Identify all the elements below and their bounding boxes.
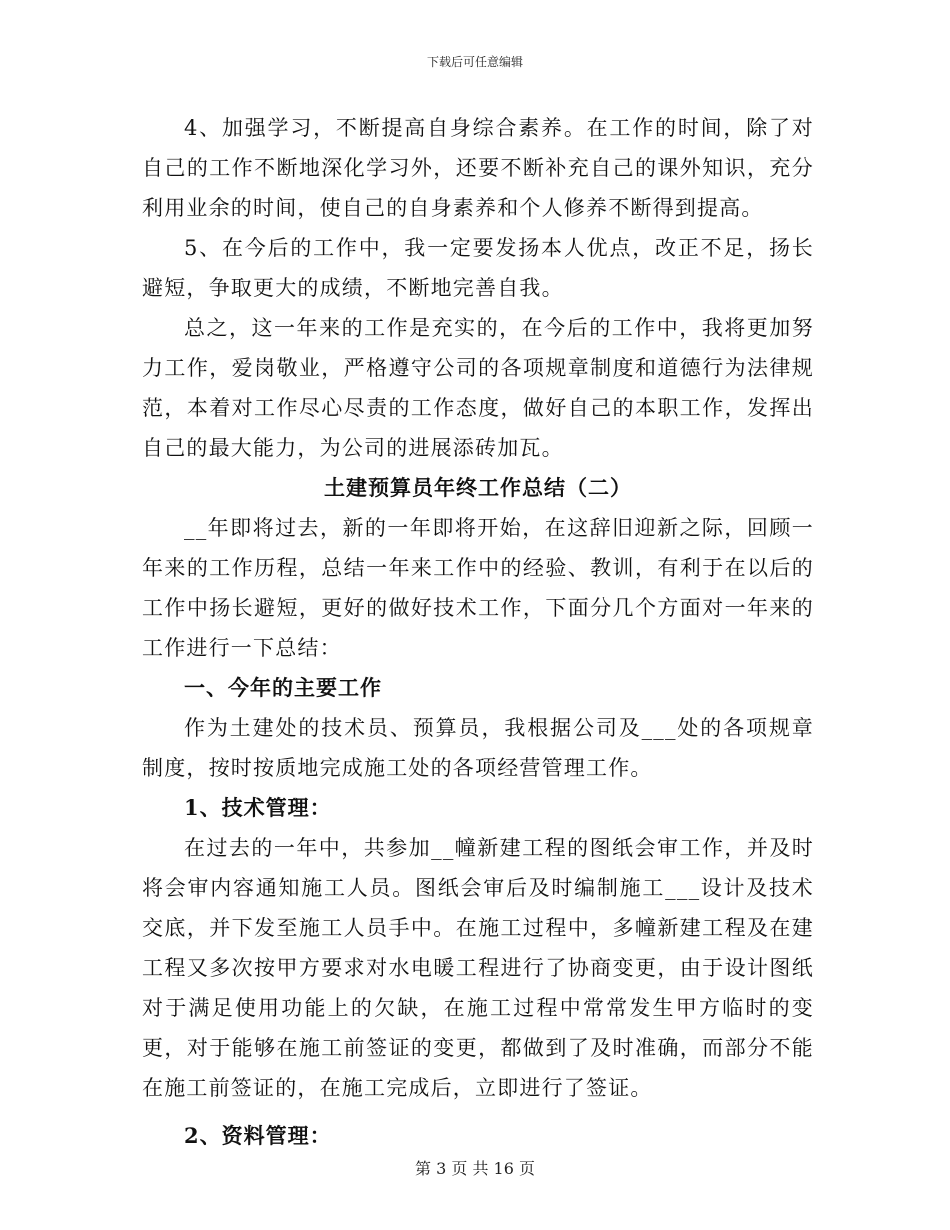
paragraph-role: 作为土建处的技术员、预算员，我根据公司及___处的各项规章制度，按时按质地完成施工处的各项经营管理工作。 [142, 716, 814, 780]
page-header: 下载后可任意编辑 [426, 55, 523, 69]
paragraph-intro: __年即将过去，新的一年即将开始，在这辞旧迎新之际，回顾一年来的工作历程，总结一年来工作中的经验、教训，有利于在以后的工作中扬长避短，更好的做好技术工作，下面分几个方面对一年来的工作进行一下总结： [142, 516, 814, 660]
document-body [142, 108, 814, 1156]
paragraph-study: 4、加强学习，不断提高自身综合素养。在工作的时间，除了对自己的工作不断地深化学习外，还要不断补充自己的课外知识，充分利用业余的时间，使自己的自身素养和个人修养不断得到提高。 [142, 116, 814, 220]
paragraph-summary: 总之，这一年来的工作是充实的，在今后的工作中，我将更加努力工作，爱岗敬业，严格遵守公司的各项规章制度和道德行为法律规范，本着对工作尽心尽责的工作态度，做好自己的本职工作，发挥出自己的最大能力，为公司的进展添砖加瓦。 [142, 316, 814, 460]
heading-tech-management: 1、技术管理： [184, 795, 332, 820]
section-title: 土建预算员年终工作总结（二） [324, 475, 632, 500]
heading-main-work: 一、今年的主要工作 [184, 675, 382, 700]
paragraph-tech-management: 在过去的一年中，共参加__幢新建工程的图纸会审工作，并及时将会审内容通知施工人员。图纸会审后及时编制施工___设计及技术交底，并下发至施工人员手中。在施工过程中，多幢新建工程及在建工程又多次按甲方要求对水电暖工程进行了协商变更，由于设计图纸对于满足使用功能上的欠缺，在施工过程中常常发生甲方临时的变更，对于能够在施工前签证的变更，都做到了及时准确，而部分不能在施工前签证的，在施工完成后，立即进行了签证。 [142, 836, 814, 1100]
paragraph-improve: 5、在今后的工作中，我一定要发扬本人优点，改正不足，扬长避短，争取更大的成绩，不断地完善自我。 [142, 236, 814, 300]
heading-data-management: 2、资料管理： [184, 1123, 332, 1148]
page-footer: 第 3 页 共 16 页 [415, 1159, 535, 1178]
